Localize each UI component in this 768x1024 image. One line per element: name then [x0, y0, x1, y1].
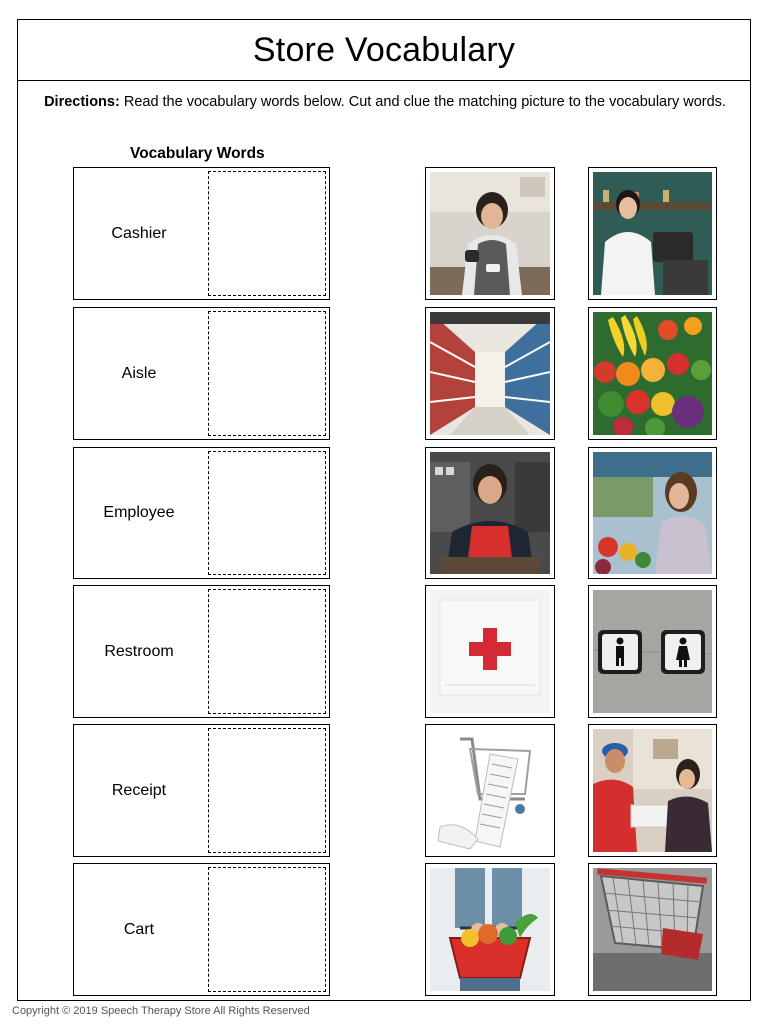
woman-at-market-stall-photo[interactable]: [588, 447, 717, 579]
fresh-produce-photo[interactable]: [588, 307, 717, 440]
worksheet: [17, 19, 751, 1001]
cart-with-long-receipt-photo[interactable]: [425, 724, 555, 857]
store-aisle-photo[interactable]: [425, 307, 555, 440]
employee-red-apron-photo[interactable]: [425, 447, 555, 579]
word-label: Employee: [103, 504, 175, 521]
picture-drop-box[interactable]: [208, 867, 326, 992]
copyright-notice: Copyright © 2019 Speech Therapy Store All Rights Reserved: [12, 1005, 310, 1017]
picture-drop-box[interactable]: [208, 311, 326, 436]
cashier-at-register-photo[interactable]: [588, 167, 717, 300]
word-label: Restroom: [104, 642, 174, 660]
basket-of-groceries-photo[interactable]: [425, 863, 555, 996]
title-bar: [18, 20, 750, 81]
word-label: Receipt: [111, 781, 167, 799]
word-card-aisle: [73, 307, 330, 440]
picture-drop-box[interactable]: [208, 451, 326, 575]
page-title: Store Vocabulary: [252, 30, 516, 69]
cashier-pouring-coffee-photo[interactable]: [425, 167, 555, 300]
picture-drop-box[interactable]: [208, 589, 326, 714]
shopping-cart-photo[interactable]: [588, 863, 717, 996]
word-label: Aisle: [121, 364, 157, 382]
word-card-receipt: [73, 724, 330, 857]
red-cross-icon[interactable]: [425, 585, 555, 718]
restroom-sign-photo[interactable]: [588, 585, 717, 718]
delivery-person-photo[interactable]: [588, 724, 717, 857]
word-card-employee: [73, 447, 330, 579]
word-label: Cart: [123, 920, 155, 938]
vocabulary-heading: Vocabulary Words: [130, 145, 265, 162]
picture-drop-box[interactable]: [208, 171, 326, 296]
word-card-restroom: [73, 585, 330, 718]
directions-lead: Directions:: [44, 94, 120, 110]
word-card-cart: [73, 863, 330, 996]
word-label: Cashier: [111, 224, 167, 242]
word-card-cashier: [73, 167, 330, 300]
directions-text: Read the vocabulary words below. Cut and clue the matching picture to the vocabulary words.: [119, 94, 726, 110]
picture-drop-box[interactable]: [208, 728, 326, 853]
directions: [38, 92, 732, 113]
